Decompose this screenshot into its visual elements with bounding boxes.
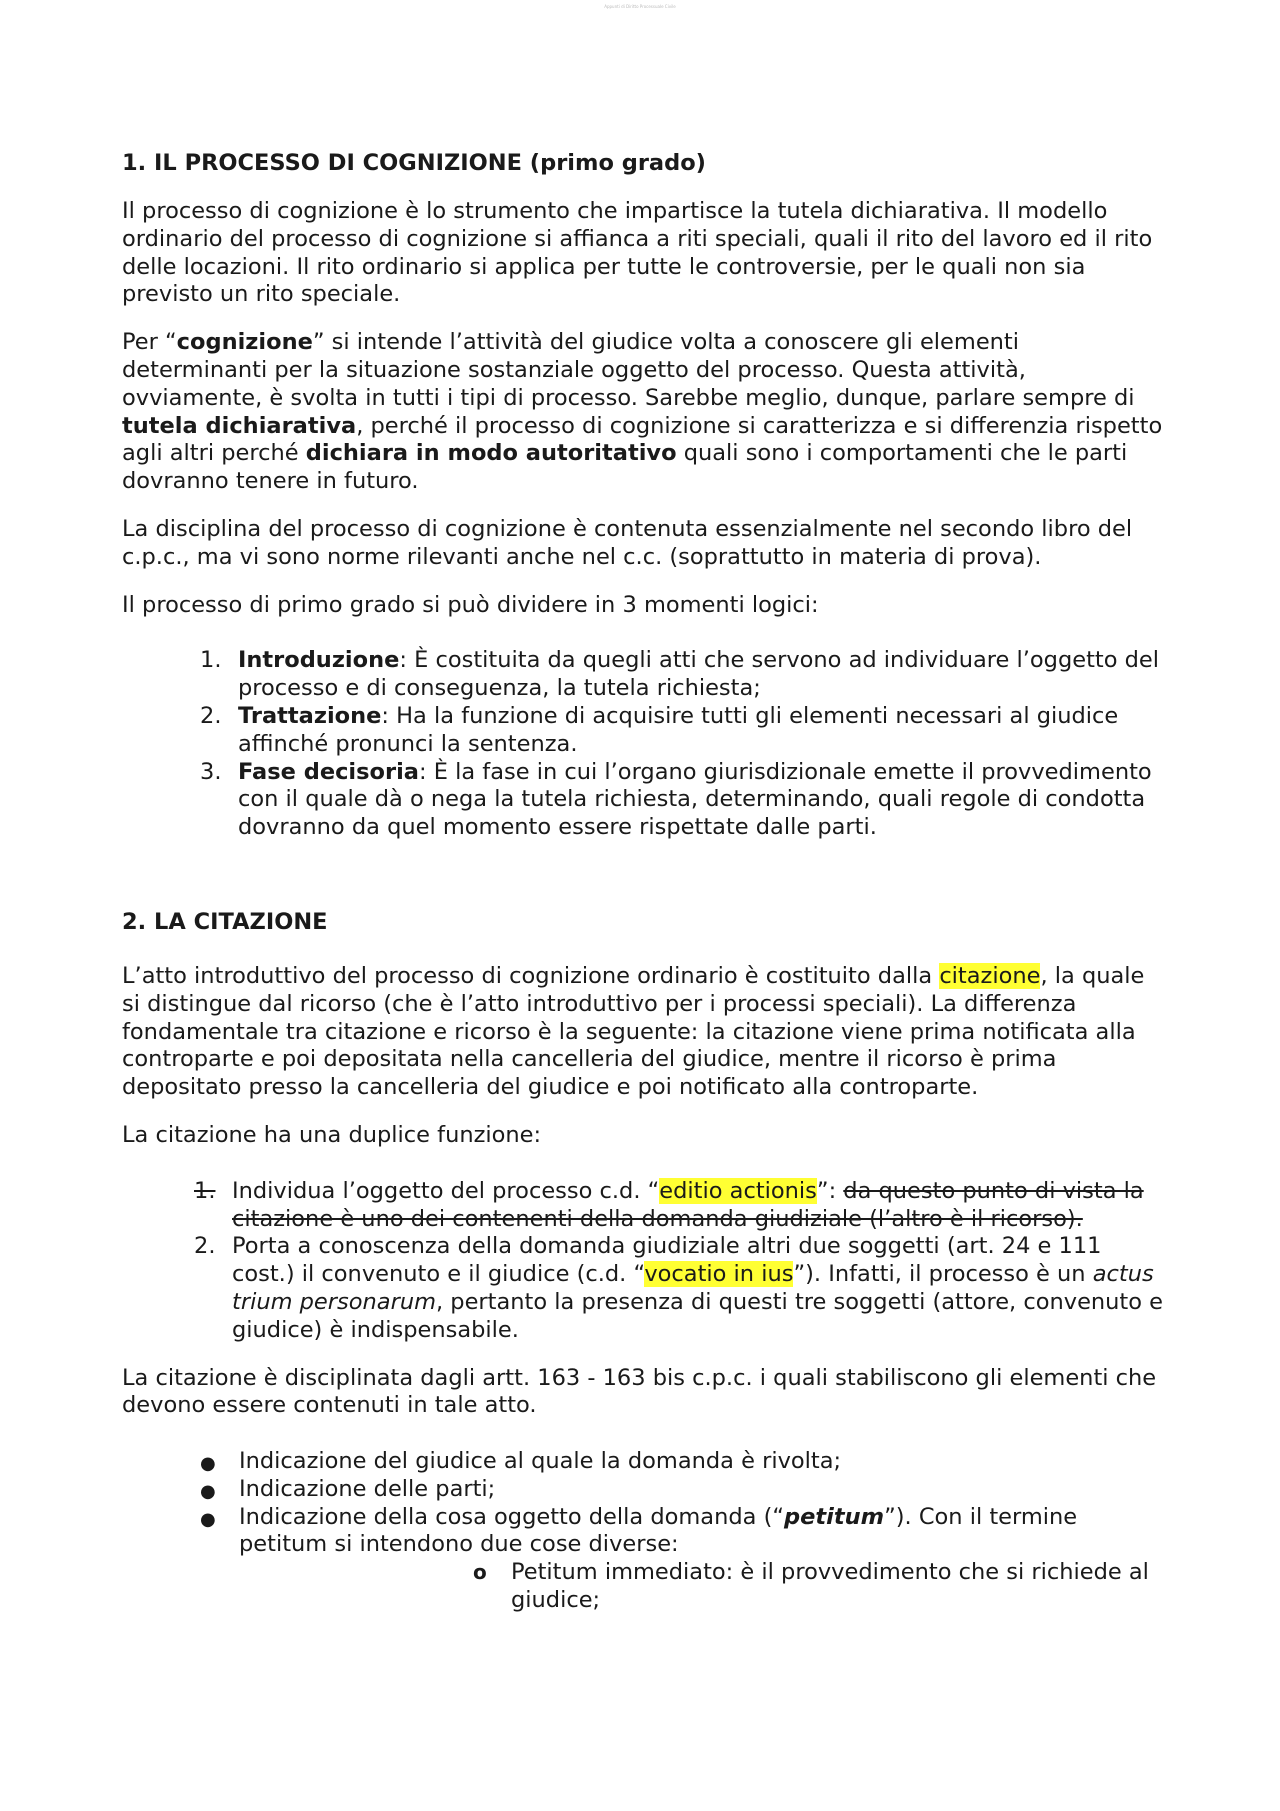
function-list bbox=[122, 1178, 1167, 1345]
sec1-paragraph-3: La disciplina del processo di cognizione è contenuta essenzialmente nel secondo libro del c.p.c., ma vi sono norme rilevanti anche nel c.c. (soprattutto in materia di prova). bbox=[122, 515, 1133, 570]
header-mark: Appunti di Diritto Processuale Civile bbox=[604, 4, 676, 9]
sub-list-item: o Petitum immediato: è il provvedimento che si richiede al giudice; bbox=[473, 1559, 1149, 1614]
section-2-title: 2. LA CITAZIONE bbox=[122, 908, 328, 935]
sub-bullet-list bbox=[239, 1559, 1167, 1615]
sec1-paragraph-1: Il processo di cognizione è lo strumento che impartisce la tutela dichiarativa. Il modello ordinario del processo di cognizione si affianca a riti speciali, quali il rito del lavoro ed il rito delle locazioni. Il rito ordinario si applica per tutte le controversie, per le quali non sia previsto un rito speciale. bbox=[122, 198, 1153, 308]
sec2-paragraph-1: L’atto introduttivo del processo di cognizione ordinario è costituito dalla citazione, la quale si distingue dal ricorso (che è l’atto introduttivo per i processi speciali). La differenza fondamentale tra citazione e ricorso è la seguente: la citazione viene prima notificata alla controparte e poi depositata nella cancelleria del giudice, mentre il ricorso è prima depositato presso la cancelleria del giudice e poi notificato alla controparte. bbox=[122, 962, 1145, 1101]
sec2-paragraph-2: La citazione ha una duplice funzione: bbox=[122, 1121, 542, 1148]
list-item: 1. Introduzione: È costituita da quegli atti che servono ad individuare l’oggetto del processo e di conseguenza, la tutela richiesta; bbox=[200, 647, 1160, 702]
list-item: ● Indicazione del giudice al quale la domanda è rivolta; bbox=[122, 1448, 1167, 1476]
struck-text: da questo punto di vista la citazione è uno dei contenenti della domanda giudiziale (l’altro è il ricorso). bbox=[232, 1177, 1144, 1232]
sec1-paragraph-2: Per “cognizione” si intende l’attività del giudice volta a conoscere gli elementi determinanti per la situazione sostanziale oggetto del processo. Questa attività, ovviamente, è svolta in tutti i tipi di processo. Sarebbe meglio, dunque, parlare sempre di tutela dichiarativa, perché il processo di cognizione si caratterizza e si differenzia rispetto agli altri perché dichiara in modo autoritativo quali sono i comportamenti che le parti dovranno tenere in futuro. bbox=[122, 329, 1163, 495]
sec1-paragraph-4: Il processo di primo grado si può dividere in 3 momenti logici: bbox=[122, 591, 819, 618]
logical-moments-list bbox=[122, 647, 1167, 842]
section-1-title: 1. IL PROCESSO DI COGNIZIONE (primo grado) bbox=[122, 150, 706, 176]
bullet-icon: ● bbox=[200, 1508, 216, 1530]
highlight-citazione: citazione bbox=[939, 962, 1041, 989]
list-item: 1. Individua l’oggetto del processo c.d. “editio actionis”: da questo punto di vista la citazione è uno dei contenenti della domanda giudiziale (l’altro è il ricorso). bbox=[194, 1177, 1144, 1232]
elements-bullet-list bbox=[122, 1448, 1167, 1615]
sec2-paragraph-3: La citazione è disciplinata dagli artt. 163 - 163 bis c.p.c. i quali stabiliscono gli elementi che devono essere contenuti in tale atto. bbox=[122, 1364, 1157, 1419]
list-item: ● Indicazione delle parti; bbox=[122, 1476, 1167, 1504]
list-item: ● Indicazione della cosa oggetto della domanda (“petitum”). Con il termine petitum si intendono due cose diverse: o Petitum immediato: è il provvedimento che si richiede al giudice; bbox=[122, 1504, 1167, 1615]
document-page bbox=[122, 148, 1167, 1615]
highlight-editio-actionis: editio actionis bbox=[659, 1177, 817, 1204]
highlight-vocatio-in-ius: vocatio in ius bbox=[644, 1261, 794, 1288]
bullet-icon: ● bbox=[200, 1453, 216, 1475]
list-item: 2. Porta a conoscenza della domanda giudiziale altri due soggetti (art. 24 e 111 cost.) il convenuto e il giudice (c.d. “vocatio in ius”). Infatti, il processo è un actus trium personarum, pertanto la presenza di questi tre soggetti (attore, convenuto e giudice) è indispensabile. bbox=[194, 1233, 1164, 1343]
list-item: 2. Trattazione: Ha la funzione di acquisire tutti gli elementi necessari al giudice affinché pronunci la sentenza. bbox=[200, 702, 1119, 757]
list-item: 3. Fase decisoria: È la fase in cui l’organo giurisdizionale emette il provvedimento con il quale dà o nega la tutela richiesta, determinando, quali regole di condotta dovranno da quel momento essere rispettate dalle parti. bbox=[200, 758, 1152, 841]
circle-bullet-icon: o bbox=[473, 1560, 487, 1585]
bullet-icon: ● bbox=[200, 1480, 216, 1502]
